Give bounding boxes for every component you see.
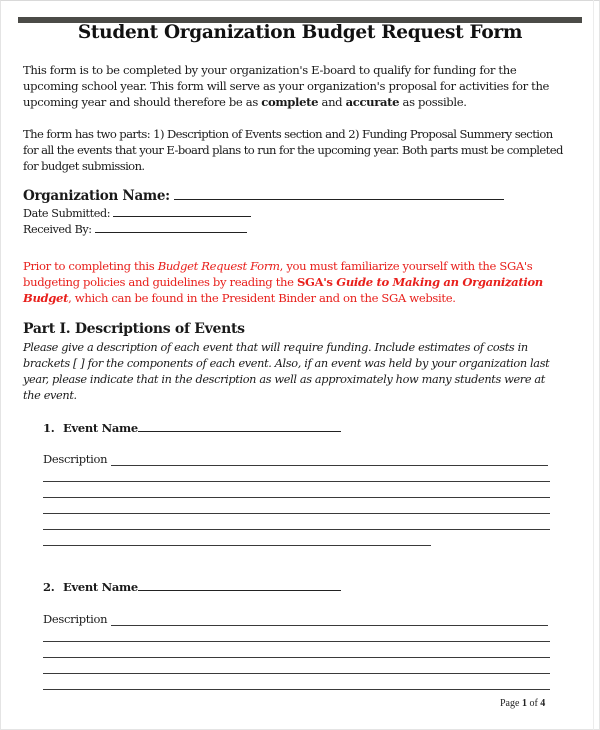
event-1-description-line[interactable] [43, 481, 550, 482]
parts-paragraph: The form has two parts: 1) Description of Events section and 2) Funding Proposal Summery section for all the events that your E-board plans to run for the upcoming year. Both parts must be completed for budget submission. [23, 127, 563, 173]
event-2-description-line[interactable] [43, 689, 550, 690]
date-submitted-field[interactable] [23, 207, 251, 220]
event-2-name-field[interactable] [43, 580, 341, 594]
event-2-description-field[interactable] [43, 612, 107, 626]
description-label: Description [43, 612, 108, 626]
event-number: 1. [43, 421, 55, 435]
notice-text: , which can be found in the President Binder and on the SGA website. [68, 291, 456, 305]
event-1-description-line[interactable] [111, 465, 548, 466]
notice-form-name: Budget Request Form [157, 259, 280, 273]
intro-text: This form is to be completed by your organization's E-board to qualify for funding for the upcoming school year. This form will serve as your organization's proposal for activities for the upcoming year and should therefore be as [23, 63, 550, 109]
notice-text: Prior to completing this [23, 259, 158, 273]
received-by-blank[interactable] [95, 232, 247, 233]
event-1-description-line[interactable] [43, 545, 431, 546]
organization-name-field[interactable] [23, 188, 504, 204]
event-1-description-line[interactable] [43, 513, 550, 514]
event-2-name-blank[interactable] [138, 590, 341, 591]
event-name-label: Event Name [63, 580, 138, 594]
intro-text-end: as possible. [399, 95, 467, 109]
part-1-heading: Part I. Descriptions of Events [23, 321, 245, 337]
received-by-label: Received By: [23, 223, 92, 236]
event-2-description-line[interactable] [43, 673, 550, 674]
event-1-name-blank[interactable] [138, 431, 341, 432]
current-page-number: 1 [521, 698, 527, 709]
event-1-description-line[interactable] [43, 497, 550, 498]
intro-text-and: and [318, 95, 346, 109]
page-edge [593, 0, 594, 730]
event-number: 2. [43, 580, 55, 594]
event-2-description-line[interactable] [43, 641, 550, 642]
event-name-label: Event Name [63, 421, 138, 435]
page-number-footer [500, 698, 545, 709]
organization-name-blank[interactable] [174, 199, 504, 200]
date-submitted-blank[interactable] [113, 216, 251, 217]
description-label: Description [43, 452, 108, 466]
notice-sga: SGA's [297, 275, 337, 289]
document-title: Student Organization Budget Request Form [77, 22, 523, 43]
total-pages-number: 4 [540, 698, 546, 709]
event-1-name-field[interactable] [43, 421, 341, 435]
notice-text: , you must familiarize yourself with the SGA's budgeting policies and guidelines by reading the [23, 259, 533, 289]
event-2-description-line[interactable] [43, 657, 550, 658]
of-word: of [526, 698, 541, 709]
event-2-description-line[interactable] [111, 625, 548, 626]
event-1-description-field[interactable] [43, 452, 107, 466]
notice-guide-title: Guide to Making an Organization Budget [23, 275, 543, 305]
part-1-instructions: Please give a description of each event that will require funding. Include estimates of costs in brackets [ ] for the components of each event. Also, if an event was held by your organization last year, please indicate that in the description as well as approximately how many students were at the event. [23, 341, 550, 402]
intro-emphasis-accurate: accurate [345, 95, 400, 109]
event-1-description-line[interactable] [43, 529, 550, 530]
received-by-field[interactable] [23, 223, 247, 236]
page-word: Page [500, 698, 522, 709]
date-submitted-label: Date Submitted: [23, 207, 111, 220]
sga-notice [23, 258, 563, 306]
organization-name-label: Organization Name: [23, 188, 170, 204]
intro-emphasis-complete: complete [261, 95, 319, 109]
intro-paragraph [23, 62, 563, 110]
